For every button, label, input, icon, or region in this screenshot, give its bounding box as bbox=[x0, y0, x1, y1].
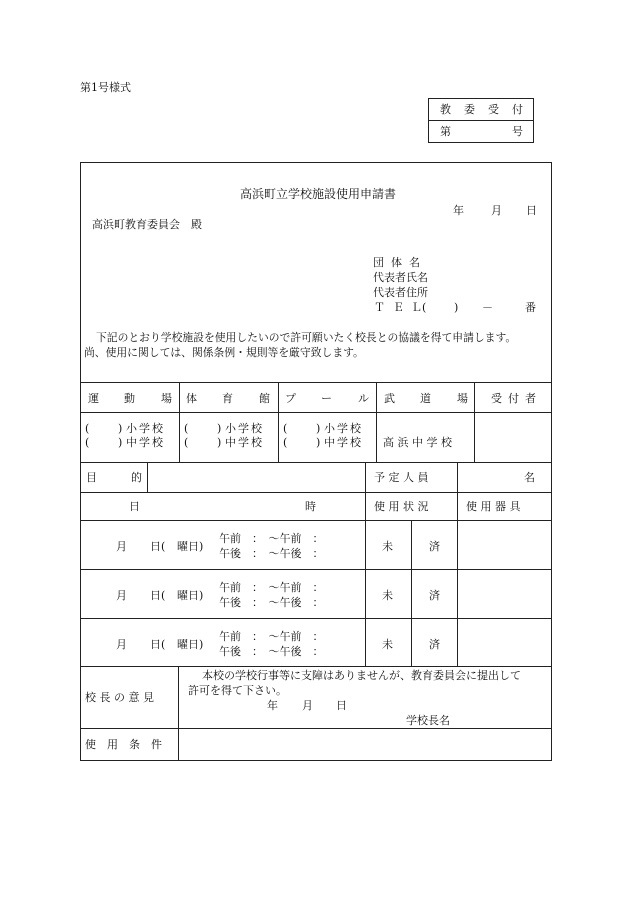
choice-junior-high[interactable]: 中学校 bbox=[225, 436, 264, 449]
day: 日( bbox=[150, 589, 166, 602]
receipt-char: 付 bbox=[512, 103, 523, 116]
date-year: 年 bbox=[453, 204, 464, 217]
principal-text-line2: 許可を得て下さい。 bbox=[188, 684, 287, 697]
date-month: 月 bbox=[491, 204, 502, 217]
status-header: 使 用 状 況 bbox=[374, 500, 429, 513]
time-header: 時 bbox=[305, 500, 316, 513]
tel-char: 番 bbox=[525, 301, 536, 314]
header-char: プ bbox=[285, 392, 296, 405]
choice-junior-high[interactable]: 中学校 bbox=[324, 436, 363, 449]
planned-people-label: 予 定 人 員 bbox=[374, 471, 429, 484]
group-name-char: 体 bbox=[391, 256, 402, 269]
group-name-char: 団 bbox=[373, 256, 384, 269]
principal-date-day: 日 bbox=[336, 699, 347, 712]
weekday: 曜日) bbox=[177, 589, 204, 602]
day: 日( bbox=[150, 638, 166, 651]
month: 月 bbox=[116, 638, 127, 651]
pm-range: 午後 ： ～午後 ： bbox=[219, 645, 324, 658]
rep-address-label: 代表者住所 bbox=[373, 286, 428, 299]
status-not-yet[interactable]: 未 bbox=[382, 589, 393, 602]
day-header: 日 bbox=[129, 500, 140, 513]
weekday: 曜日) bbox=[177, 638, 204, 651]
receipt-char: 受 bbox=[488, 103, 499, 116]
principal-date-year: 年 bbox=[267, 699, 278, 712]
day: 日( bbox=[150, 540, 166, 553]
month: 月 bbox=[116, 589, 127, 602]
form-title: 高浜町立学校施設使用申請書 bbox=[240, 187, 397, 201]
addressee: 高浜町教育委員会 殿 bbox=[92, 218, 202, 231]
tel-char: ) bbox=[454, 301, 459, 314]
paren-open: ( bbox=[184, 422, 189, 435]
purpose-label-char: 目 bbox=[86, 471, 97, 484]
choice-elementary[interactable]: 小学校 bbox=[225, 422, 264, 435]
status-done[interactable]: 済 bbox=[429, 589, 440, 602]
paren-close: ) bbox=[316, 436, 321, 449]
status-not-yet[interactable]: 未 bbox=[382, 638, 393, 651]
pm-range: 午後 ： ～午後 ： bbox=[219, 596, 324, 609]
status-done[interactable]: 済 bbox=[429, 638, 440, 651]
am-range: 午前 ： ～午前 ： bbox=[219, 630, 324, 643]
header-char: 育 bbox=[222, 392, 233, 405]
tel-char: Ｅ bbox=[393, 301, 404, 314]
header-char: 場 bbox=[161, 392, 172, 405]
choice-junior-high[interactable]: 中学校 bbox=[126, 436, 165, 449]
paren-close: ) bbox=[118, 422, 123, 435]
receipt-no-prefix: 第 bbox=[440, 125, 451, 138]
purpose-label-char: 的 bbox=[131, 471, 142, 484]
header-char: 付 bbox=[508, 392, 519, 405]
principal-text-line1: 本校の学校行事等に支障はありませんが、教育委員会に提出して bbox=[202, 669, 521, 682]
rep-name-label: 代表者氏名 bbox=[373, 271, 428, 284]
body-text-line2: 尚、使用に関しては、関係条例・規則等を厳守致します。 bbox=[84, 346, 364, 359]
status-not-yet[interactable]: 未 bbox=[382, 540, 393, 553]
receipt-char: 委 bbox=[464, 103, 475, 116]
header-char: 館 bbox=[259, 392, 270, 405]
am-range: 午前 ： ～午前 ： bbox=[219, 532, 324, 545]
header-char: 動 bbox=[124, 392, 135, 405]
header-char: 運 bbox=[88, 392, 99, 405]
tel-char: － bbox=[482, 301, 493, 314]
weekday: 曜日) bbox=[177, 540, 204, 553]
paren-close: ) bbox=[217, 436, 222, 449]
status-done[interactable]: 済 bbox=[429, 540, 440, 553]
header-char: ル bbox=[358, 392, 369, 405]
conditions-label: 使 用 条 件 bbox=[85, 738, 162, 751]
choice-elementary[interactable]: 小学校 bbox=[324, 422, 363, 435]
receipt-char: 教 bbox=[440, 103, 451, 116]
budojo-school[interactable]: 高 浜 中 学 校 bbox=[383, 436, 452, 449]
header-char: 受 bbox=[491, 392, 502, 405]
paren-close: ) bbox=[316, 422, 321, 435]
header-char: 道 bbox=[420, 392, 431, 405]
header-char: ー bbox=[321, 392, 332, 405]
tel-char: Ｔ bbox=[374, 301, 385, 314]
principal-label: 校 長 の 意 見 bbox=[85, 691, 154, 704]
header-char: 体 bbox=[186, 392, 197, 405]
principal-signature-label: 学校長名 bbox=[406, 714, 450, 727]
group-name-char: 名 bbox=[409, 256, 420, 269]
equipment-header: 使 用 器 具 bbox=[466, 500, 521, 513]
choice-elementary[interactable]: 小学校 bbox=[126, 422, 165, 435]
principal-date-month: 月 bbox=[302, 699, 313, 712]
paren-open: ( bbox=[85, 422, 90, 435]
body-text-line1: 下記のとおり学校施設を使用したいので許可願いたく校長との協議を得て申請します。 bbox=[96, 331, 517, 344]
month: 月 bbox=[116, 540, 127, 553]
am-range: 午前 ： ～午前 ： bbox=[219, 581, 324, 594]
tel-char: Ｌ( bbox=[411, 301, 427, 314]
paren-open: ( bbox=[184, 436, 189, 449]
paren-open: ( bbox=[85, 436, 90, 449]
receipt-no-suffix: 号 bbox=[512, 125, 523, 138]
header-char: 場 bbox=[457, 392, 468, 405]
paren-close: ) bbox=[118, 436, 123, 449]
form-number: 第1号様式 bbox=[80, 81, 131, 94]
header-char: 武 bbox=[384, 392, 395, 405]
people-unit: 名 bbox=[524, 471, 535, 484]
paren-open: ( bbox=[283, 436, 288, 449]
pm-range: 午後 ： ～午後 ： bbox=[219, 547, 324, 560]
date-day: 日 bbox=[526, 204, 537, 217]
header-char: 者 bbox=[525, 392, 536, 405]
paren-open: ( bbox=[283, 422, 288, 435]
paren-close: ) bbox=[217, 422, 222, 435]
